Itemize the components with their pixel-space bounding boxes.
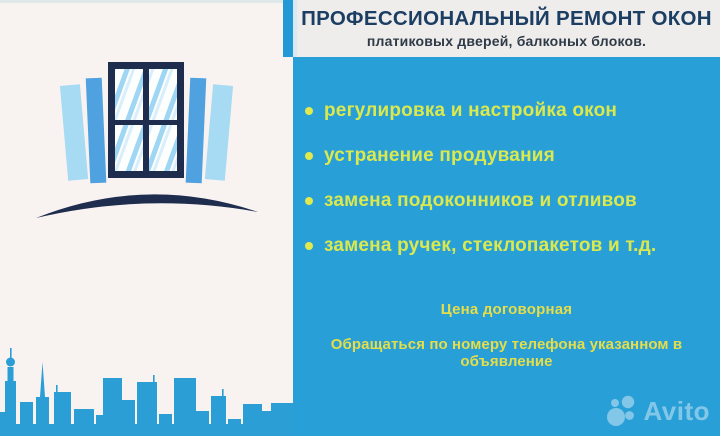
list-item <box>300 223 710 268</box>
list-item <box>300 133 710 178</box>
top-edge-line <box>0 0 293 3</box>
bullet-icon <box>305 107 313 115</box>
service-label: устранение продувания <box>324 144 555 166</box>
bullet-icon <box>305 197 313 205</box>
page-title: ПРОФЕССИОНАЛЬНЫЙ РЕМОНТ ОКОН <box>301 6 712 30</box>
list-item <box>300 88 710 133</box>
price-note: Цена договорная <box>440 301 573 318</box>
service-label: замена подоконников и отливов <box>324 189 637 211</box>
city-skyline-icon <box>0 345 293 436</box>
avito-watermark <box>606 394 710 428</box>
avito-brand-text: Avito <box>643 396 710 426</box>
service-label: регулировка и настройка окон <box>324 99 618 121</box>
left-panel <box>0 0 293 436</box>
page-subtitle: платиковых дверей, балконых блоков. <box>366 33 647 50</box>
contact-note: Обращаться по номеру телефона указанном в объявление <box>330 336 683 370</box>
header <box>283 0 720 57</box>
bullet-icon <box>305 152 313 160</box>
avito-dots-icon <box>606 394 638 428</box>
window-frame-icon <box>0 40 293 245</box>
list-item <box>300 178 710 223</box>
bullet-icon <box>305 242 313 250</box>
services-list <box>300 88 710 268</box>
service-label: замена ручек, стеклопакетов и т.д. <box>324 234 657 256</box>
